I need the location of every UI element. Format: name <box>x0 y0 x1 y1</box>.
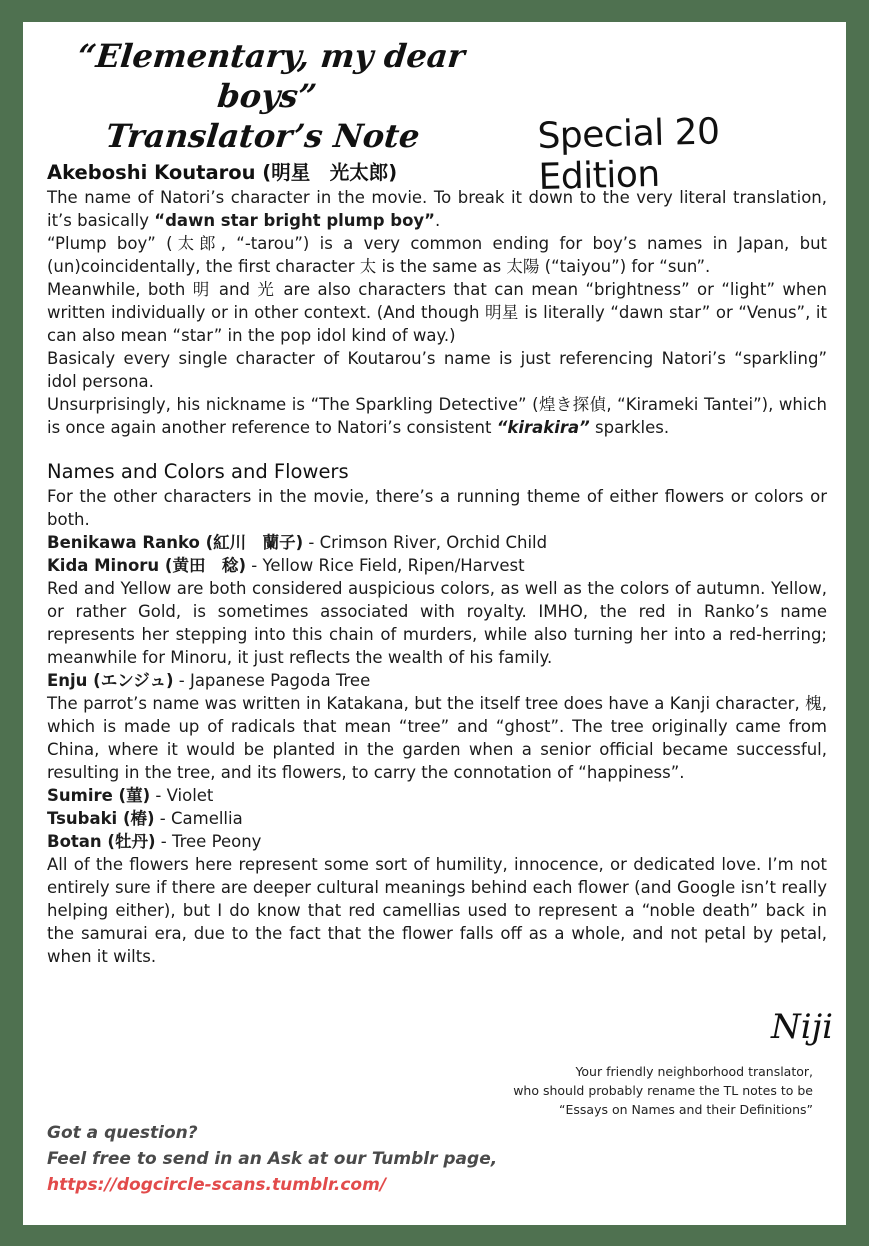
title-line-1: “Elementary, my dear boys” <box>75 37 467 115</box>
paragraph: Meanwhile, both 明 and 光 are also characters that can mean “brightness” or “light” when written individually or in other context. (And though 明星 is literally “dawn star” or “Venus”, it can also mean “star” in the pop idol kind of way.) <box>47 280 827 345</box>
translator-signature: Niji <box>771 1007 834 1047</box>
paragraph: “Plump boy” (太郎, “-tarou”) is a very common ending for boy’s names in Japan, but (un)coincidentally, the first character 太 is the same as 太陽 (“taiyou”) for “sun”. <box>47 234 827 276</box>
footer-question: Got a question? <box>47 1123 198 1143</box>
paragraph: For the other characters in the movie, there’s a running theme of either flowers or colors or both. <box>47 487 827 529</box>
title-line-2: Translator’s Note <box>104 117 422 155</box>
notes-body <box>47 160 827 968</box>
name-entry: Benikawa Ranko (紅川 蘭子) - Crimson River, Orchid Child <box>47 533 548 552</box>
edition-label: Special 20 Edition <box>536 111 720 199</box>
page-sheet <box>23 22 846 1225</box>
name-entry: Tsubaki (椿) - Camellia <box>47 809 243 828</box>
section-heading-akeboshi: Akeboshi Koutarou (明星 光太郎) <box>47 161 398 184</box>
page-title <box>41 36 494 156</box>
section-gap <box>47 439 827 459</box>
paragraph: The parrot’s name was written in Katakana, but the itself tree does have a Kanji character, 槐, which is made up of radicals that mean “tree” and “ghost”. The tree originally came from China, where it would be planted in the garden when a senior official became successful, resulting in the tree, and its flowers, to carry the connotation of “happiness”. <box>47 694 827 782</box>
paragraph: Red and Yellow are both considered auspicious colors, as well as the colors of autumn. Yellow, or rather Gold, is sometimes associated with royalty. IMHO, the red in Ranko’s name represents her stepping into this chain of murders, while also turning her into a red-herring; meanwhile for Minoru, it just reflects the wealth of his family. <box>47 579 827 667</box>
footer-invite: Feel free to send in an Ask at our Tumblr page, <box>47 1149 498 1169</box>
tumblr-link[interactable]: https://dogcircle-scans.tumblr.com/ <box>47 1175 387 1195</box>
name-entry: Botan (牡丹) - Tree Peony <box>47 832 262 851</box>
translator-note: Your friendly neighborhood translator, who should probably rename the TL notes to be “Essays on Names and their Definitions” <box>513 1064 813 1117</box>
paragraph: The name of Natori’s character in the movie. To break it down to the very literal translation, it’s basically “dawn star bright plump boy”. <box>47 188 827 230</box>
footer-contact <box>47 1120 497 1198</box>
name-entry: Enju (エンジュ) - Japanese Pagoda Tree <box>47 671 371 690</box>
section-heading-names: Names and Colors and Flowers <box>47 460 349 483</box>
paragraph: Basicaly every single character of Koutarou’s name is just referencing Natori’s “sparkling” idol persona. <box>47 349 827 391</box>
name-entry: Sumire (菫) - Violet <box>47 786 214 805</box>
paragraph: Unsurprisingly, his nickname is “The Sparkling Detective” (煌き探偵, “Kirameki Tantei”), which is once again another reference to Natori’s consistent “kirakira” sparkles. <box>47 395 827 437</box>
name-entry: Kida Minoru (黄田 稔) - Yellow Rice Field, Ripen/Harvest <box>47 556 525 575</box>
paragraph: All of the flowers here represent some sort of humility, innocence, or dedicated love. I’m not entirely sure if there are deeper cultural meanings behind each flower (and Google isn’t really helping either), but I do know that red camellias used to represent a “noble death” back in the samurai era, due to the fact that the flower falls off as a whole, and not petal by petal, when it wilts. <box>47 855 827 966</box>
